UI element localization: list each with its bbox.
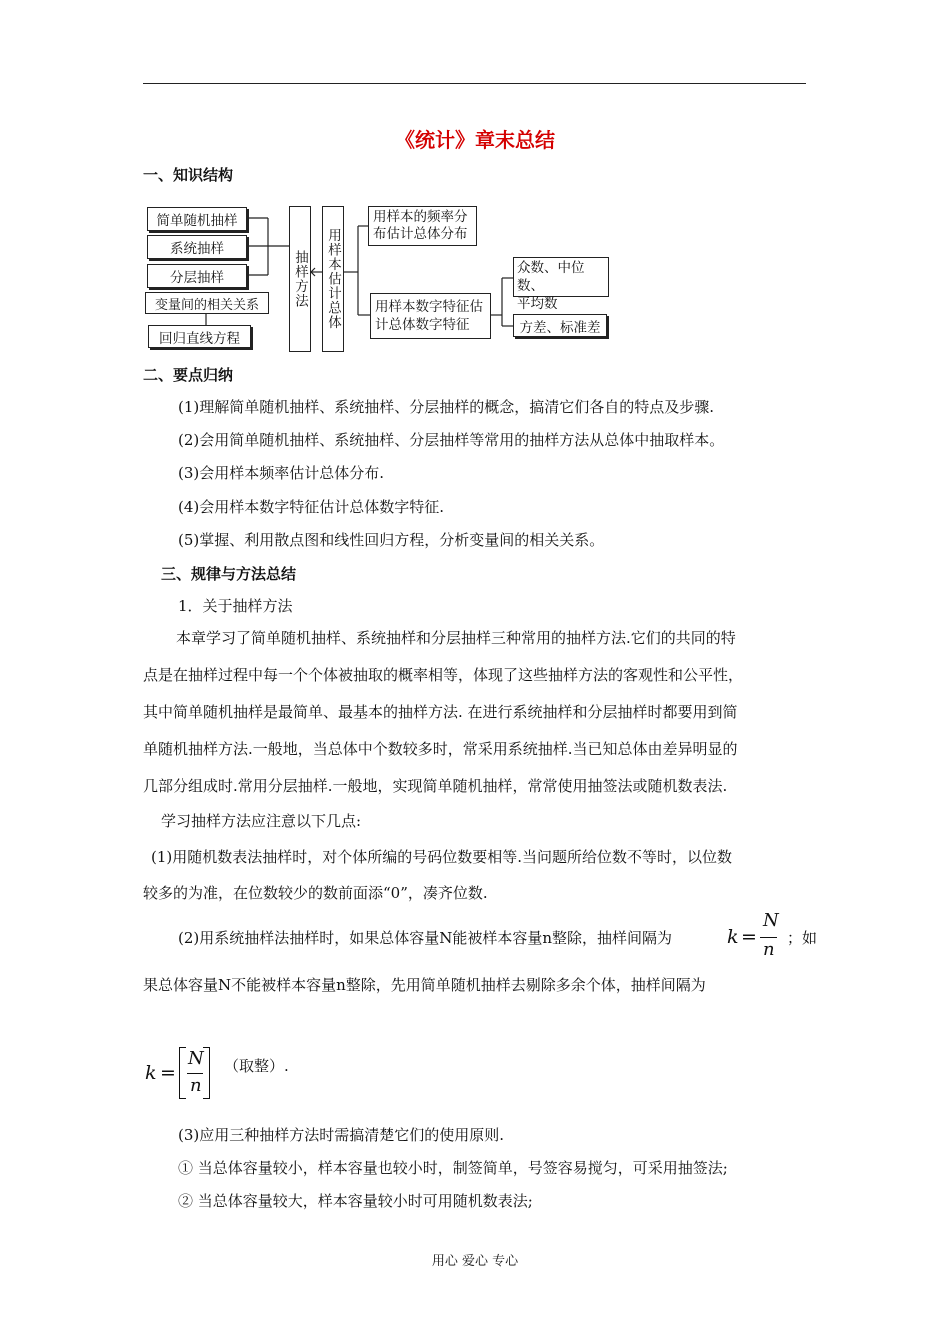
box-systematic-sampling: 系统抽样 — [147, 235, 247, 259]
note-3: (3)应用三种抽样方法时需搞清楚它们的使用原则. — [178, 1126, 505, 1144]
box-variance-std: 方差、标准差 — [513, 314, 607, 337]
bracket-left — [179, 1047, 186, 1099]
key-point-2: (2)会用简单随机抽样、系统抽样、分层抽样等常用的抽样方法从总体中抽取样本。 — [178, 431, 725, 449]
formula2-denominator: n — [190, 1075, 202, 1096]
fraction-bar — [760, 937, 777, 938]
note-2-line-2: 果总体容量N不能被样本容量n整除，先用简单随机抽样去剔除多余个体，抽样间隔为 — [143, 976, 706, 994]
box-numeric-feature-line2: 计总体数字特征 — [375, 317, 470, 333]
methods-paragraph — [143, 620, 813, 805]
box-regression-line-equation: 回归直线方程 — [148, 325, 251, 348]
box-frequency-estimate-line1: 用样本的频率分 — [373, 209, 468, 225]
box-sampling-methods: 抽样方法 — [289, 206, 311, 352]
box-mode-median-line1: 众数、中位数、 — [517, 260, 585, 294]
formula2-equals: = — [160, 1062, 176, 1084]
formula2-numerator: N — [188, 1048, 204, 1069]
box-stratified-sampling: 分层抽样 — [147, 264, 247, 288]
fraction-bar-2 — [187, 1073, 203, 1074]
notes-intro: 学习抽样方法应注意以下几点: — [161, 812, 362, 830]
formula-numerator: N — [763, 910, 779, 931]
box-mode-median-mean — [513, 257, 609, 312]
note-2-line-1-end: ；如 — [787, 929, 818, 947]
para-line-2: 点是在抽样过程中每一个个体被抽取的概率相等，体现了这些抽样方法的客观性和公平性， — [143, 666, 744, 684]
box-frequency-estimate — [368, 206, 477, 246]
page-title: 《统计》章末总结 — [395, 128, 555, 152]
subheading-sampling-methods: 1．关于抽样方法 — [178, 597, 293, 615]
box-simple-random-sampling: 简单随机抽样 — [147, 207, 247, 231]
section-heading-key-points: 二、要点归纳 — [143, 366, 234, 384]
formula-equals: = — [741, 926, 757, 948]
key-point-1: (1)理解简单随机抽样、系统抽样、分层抽样的概念，搞清它们各自的特点及步骤. — [178, 398, 715, 416]
rule-circle-2: ② 当总体容量较大，样本容量较小时可用随机数表法; — [178, 1192, 533, 1210]
page-footer: 用心 爱心 专心 — [431, 1254, 519, 1269]
para-line-3: 其中简单随机抽样是最简单、最基本的抽样方法. 在进行系统抽样和分层抽样时都要用到简 — [143, 703, 738, 721]
section-heading-structure: 一、知识结构 — [143, 166, 234, 184]
formula-k-equals-floor-N-over-n — [143, 1045, 223, 1101]
rule-circle-1: ① 当总体容量较小，样本容量也较小时，制签简单，号签容易搅匀，可采用抽签法; — [178, 1159, 728, 1177]
note-1-line-1: (1)用随机数表法抽样时，对个体所编的号码位数要相等.当问题所给位数不等时，以位数 — [151, 848, 733, 866]
bracket-right — [203, 1047, 210, 1099]
box-numeric-feature-estimate — [370, 293, 491, 339]
formula-k-equals-N-over-n — [727, 912, 779, 964]
box-frequency-estimate-line2: 布估计总体分布 — [373, 226, 468, 242]
note-2-line-1: (2)用系统抽样法抽样时，如果总体容量N能被样本容量n整除，抽样间隔为 — [178, 929, 673, 947]
para-line-4: 单随机抽样方法.一般地，当总体中个数较多时，常采用系统抽样.当已知总体由差异明显的 — [143, 740, 738, 758]
key-point-3: (3)会用样本频率估计总体分布. — [178, 464, 385, 482]
para-line-1: 本章学习了简单随机抽样、系统抽样和分层抽样三种常用的抽样方法.它们的共同的特 — [176, 629, 736, 647]
box-variable-correlation: 变量间的相关关系 — [145, 292, 269, 314]
para-line-5: 几部分组成时.常用分层抽样.一般地，实现简单随机抽样，常常使用抽签法或随机数表法. — [143, 777, 728, 795]
box-numeric-feature-line1: 用样本数字特征估 — [375, 299, 483, 315]
box-mode-median-line2: 平均数 — [517, 296, 558, 312]
formula-k: k — [727, 926, 739, 948]
formula-denominator: n — [763, 939, 775, 960]
box-sample-estimates-population: 用样本估计总体 — [322, 206, 344, 352]
diagram-connectors — [0, 0, 950, 400]
note-2-round: （取整）. — [224, 1057, 289, 1075]
note-1-line-2: 较多的为准，在位数较少的数前面添“0”，凑齐位数. — [143, 884, 488, 902]
key-point-4: (4)会用样本数字特征估计总体数字特征. — [178, 498, 445, 516]
formula2-k: k — [145, 1062, 157, 1084]
key-point-5: (5)掌握、利用散点图和线性回归方程，分析变量间的相关关系。 — [178, 531, 605, 549]
section-heading-methods: 三、规律与方法总结 — [161, 565, 297, 583]
